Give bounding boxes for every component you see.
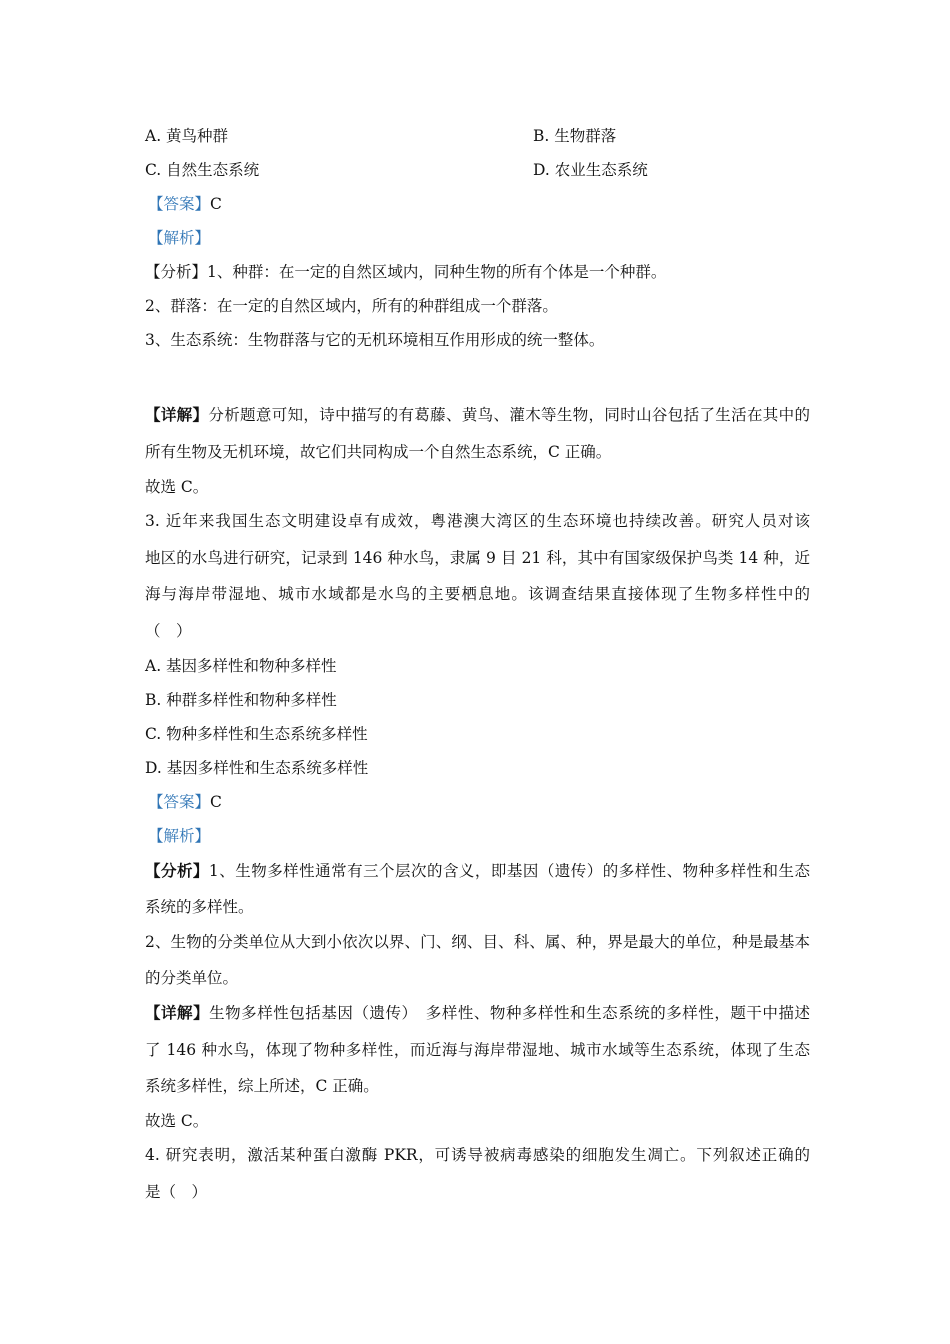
q3-stem-3: 海与海岸带湿地、城市水域都是水鸟的主要栖息地。该调查结果直接体现了生物多样性中的 [145,585,810,603]
q3-option-d: D. 基因多样性和生态系统多样性 [145,759,369,777]
q2-detail-2: 所有生物及无机环境，故它们共同构成一个自然生态系统，C 正确。 [145,443,612,461]
detail-tag: 【详解】 [145,1003,210,1022]
detail-tag: 【详解】 [145,405,209,424]
fenxi-tag: 【分析】 [145,263,208,281]
q3-detail-2: 了 146 种水鸟，体现了物种多样性，而近海与海岸带湿地、城市水域等生态系统，体现了生态 [145,1041,810,1059]
q3-fenxi-2: 系统的多样性。 [145,898,254,916]
q4-stem-2: 是（ ） [145,1183,208,1201]
q3-fenxi-1 [145,860,810,882]
q3-detail-1 [145,1002,810,1024]
q3-fenxi-4: 的分类单位。 [145,969,239,987]
q3-detail-3: 系统多样性，综上所述，C 正确。 [145,1077,379,1095]
answer-tag: 【答案】 [148,793,211,811]
q3-stem-4: （ ） [145,622,192,640]
q2-detail-1 [145,404,810,426]
q3-analysis-tag [148,825,813,847]
q2-analysis-tag [148,227,813,249]
q2-option-c: C. 自然生态系统 [145,161,260,179]
q3-option-a: A. 基因多样性和物种多样性 [145,657,337,675]
q3-stem-1: 3. 近年来我国生态文明建设卓有成效，粤港澳大湾区的生态环境也持续改善。研究人员对该 [145,512,810,530]
answer-value: C [210,793,222,811]
q3-fenxi-3: 2、生物的分类单位从大到小依次以界、门、纲、目、科、属、种，界是最大的单位，种是最基本 [145,933,810,951]
q2-option-a: A. 黄鸟种群 [145,127,229,145]
fenxi-text: 1、生物多样性通常有三个层次的含义，即基因（遗传）的多样性、物种多样性和生态 [208,862,810,880]
q2-option-d: D. 农业生态系统 [533,161,648,179]
q3-option-b: B. 种群多样性和物种多样性 [145,691,337,709]
answer-value: C [210,195,222,213]
q2-conclusion: 故选 C。 [145,478,209,496]
q2-fenxi-1 [145,261,810,283]
fenxi-text: 1、种群：在一定的自然区域内，同种生物的所有个体是一个种群。 [207,263,667,281]
q2-fenxi-3: 3、生态系统：生物群落与它的无机环境相互作用形成的统一整体。 [145,331,605,349]
q3-stem-2: 地区的水鸟进行研究，记录到 146 种水鸟，隶属 9 目 21 科，其中有国家级保护鸟类 14 种，近 [145,549,810,567]
answer-tag: 【答案】 [148,195,211,213]
q3-conclusion: 故选 C。 [145,1112,209,1130]
q4-stem-1: 4. 研究表明，激活某种蛋白激酶 PKR，可诱导被病毒感染的细胞发生凋亡。下列叙述正确的 [145,1146,810,1164]
q2-option-b: B. 生物群落 [533,127,617,145]
fenxi-tag: 【分析】 [145,861,209,880]
q2-answer [148,193,813,215]
detail-text: 生物多样性包括基因（遗传） 多样性、物种多样性和生态系统的多样性，题干中描述 [209,1004,810,1022]
q3-option-c: C. 物种多样性和生态系统多样性 [145,725,368,743]
detail-text: 分析题意可知，诗中描写的有葛藤、黄鸟、灌木等生物，同时山谷包括了生活在其中的 [208,406,810,424]
analysis-tag: 【解析】 [148,827,211,845]
analysis-tag: 【解析】 [148,229,211,247]
q2-fenxi-2: 2、群落：在一定的自然区域内，所有的种群组成一个群落。 [145,297,558,315]
q3-answer [148,791,813,813]
